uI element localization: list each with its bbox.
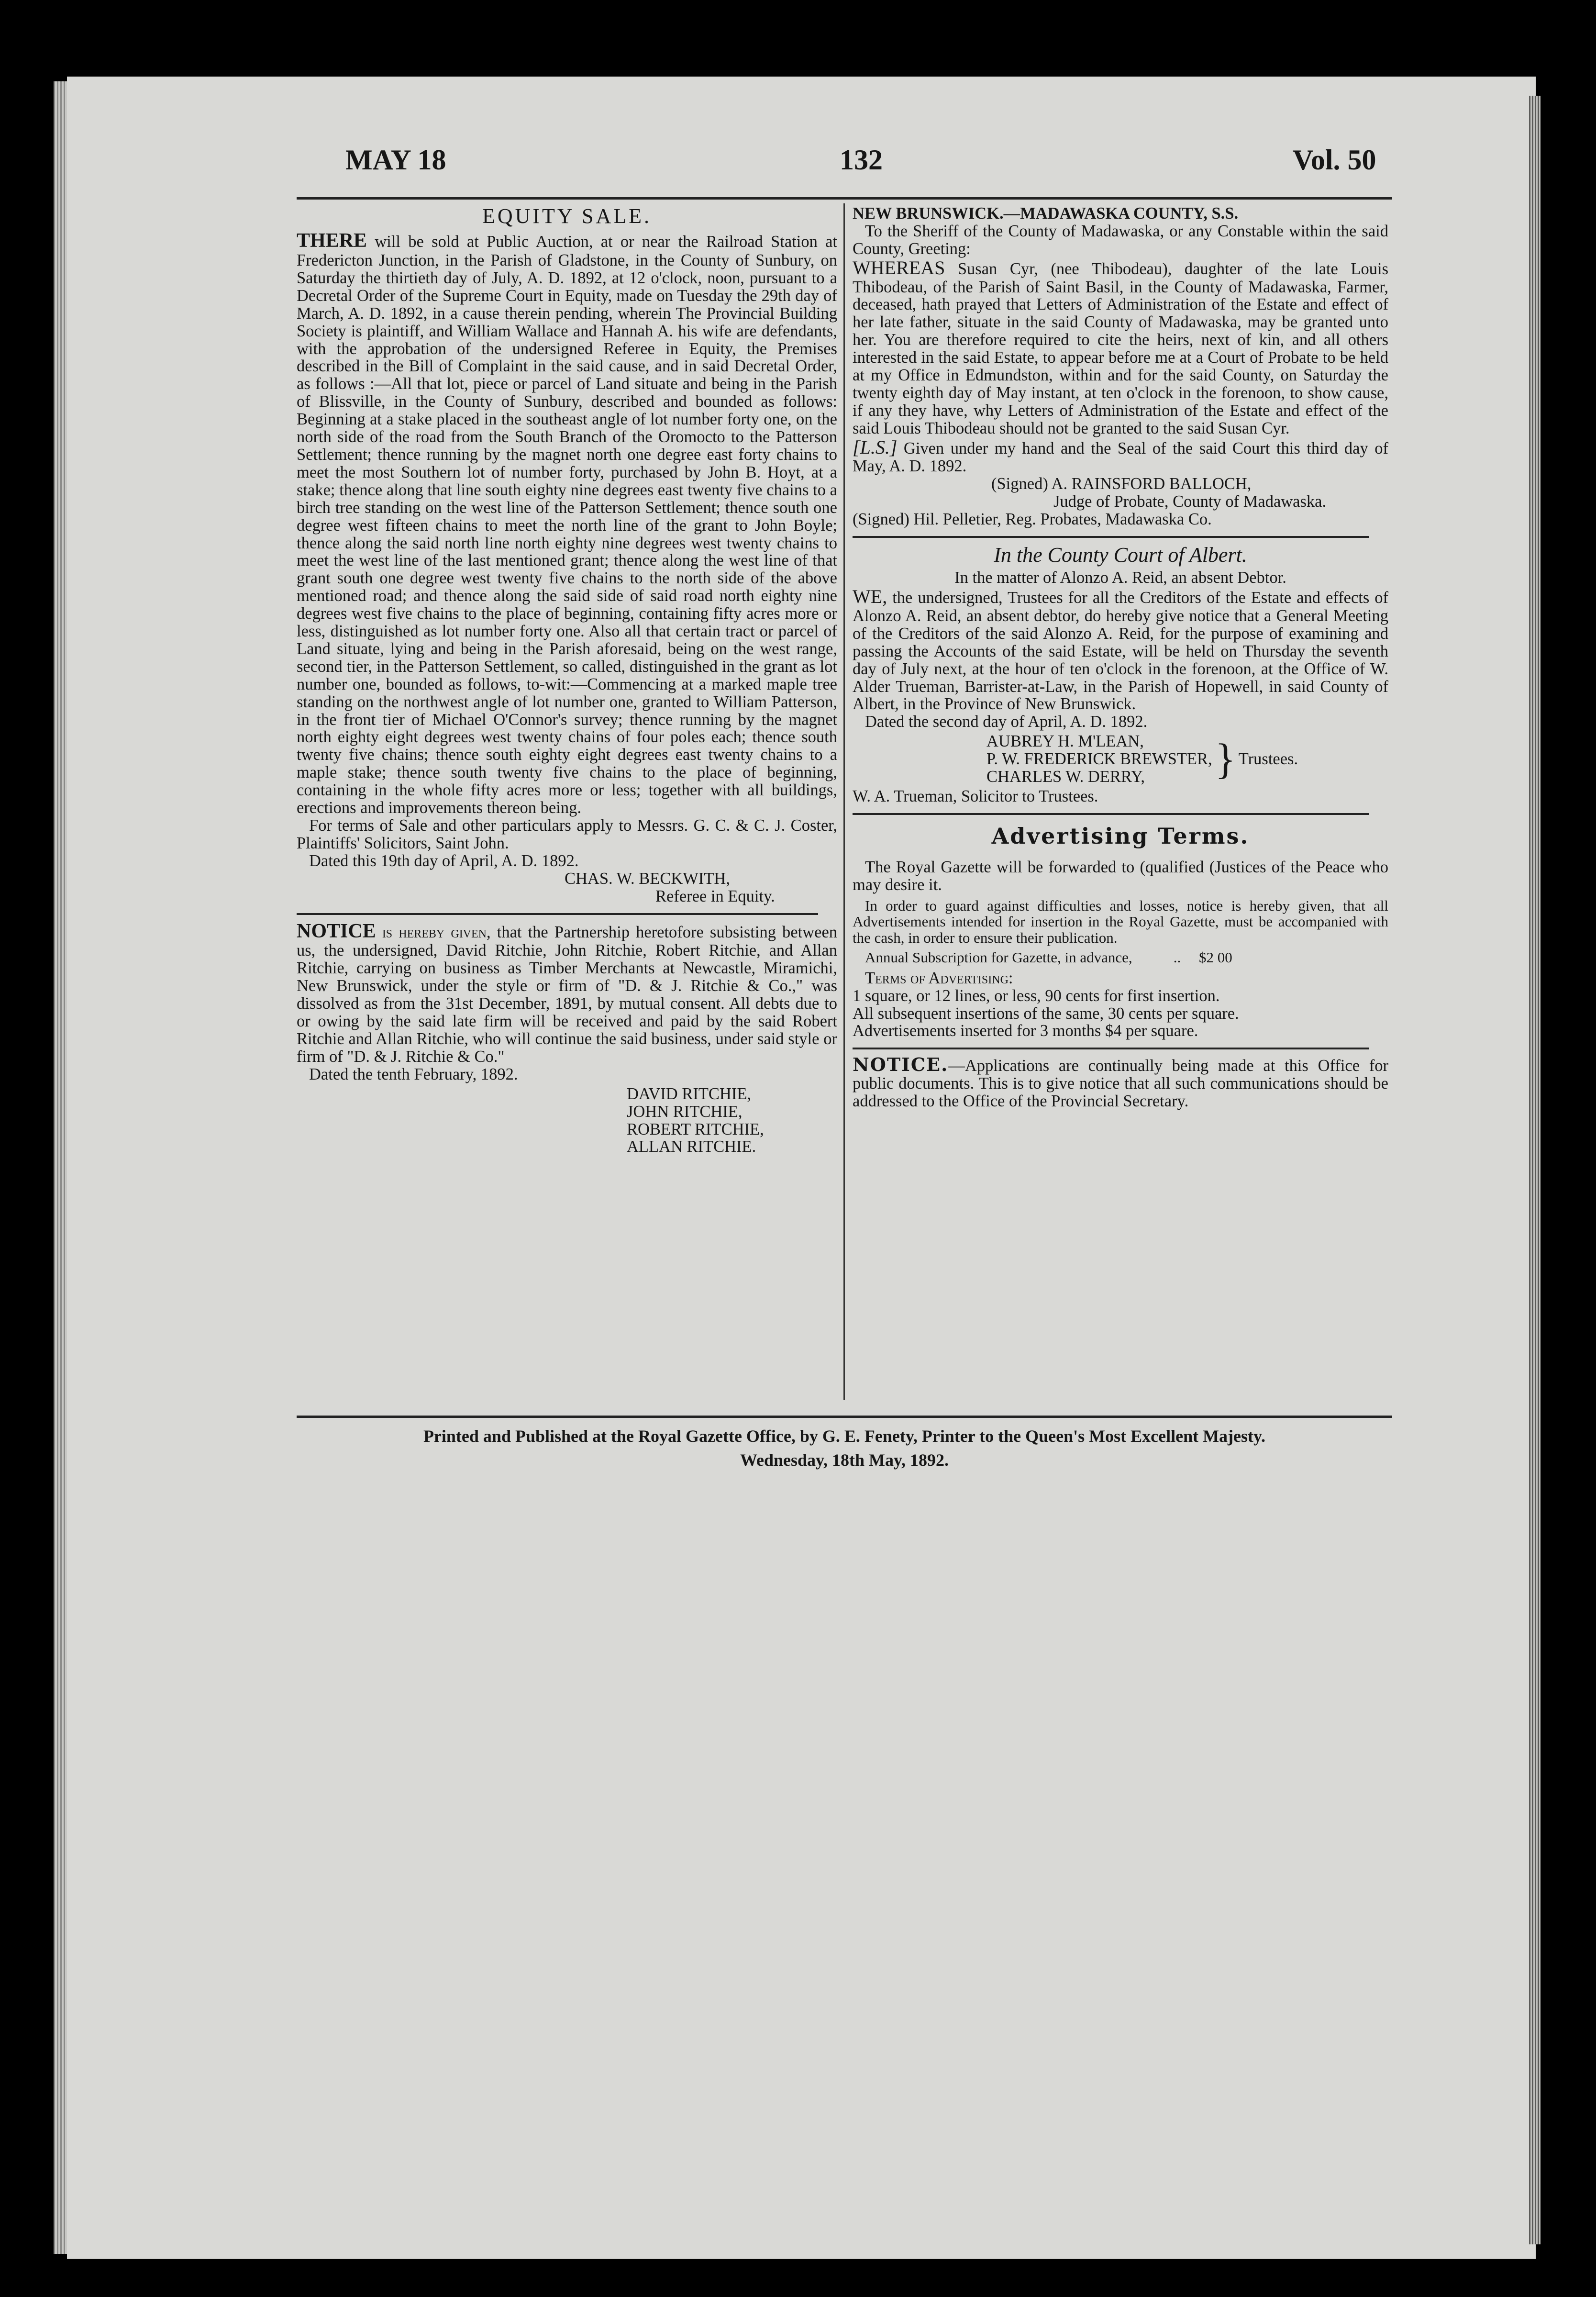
trustee-name: P. W. FREDERICK BREWSTER, <box>986 750 1212 769</box>
subscription-dots: .. <box>1173 949 1181 966</box>
partnership-notice-body <box>297 921 837 1066</box>
equity-sale-terms: For terms of Sale and other particulars apply to Messrs. G. C. & C. J. Coster, Plaintiffs' Solicitors, Saint John. <box>297 816 837 852</box>
equity-sale-title: EQUITY SALE. <box>482 204 652 228</box>
partnership-notice-lead: NOTICE <box>297 920 376 942</box>
probate-registrar: (Signed) Hil. Pelletier, Reg. Probates, Madawaska Co. <box>853 510 1212 529</box>
probate-text: Susan Cyr, (nee Thibodeau), daughter of the late Louis Thibodeau, of the Parish of Saint Basil, in the County of Madawaska, Farmer, deceased, hath prayed that Letters of Administration of the Estate and effect of her late father, situate in the said County of Madawaska, may be granted unto her. You are therefore required to cite the heirs, next of kin, and all others interested in the said Estate, to appear before me at a Court of Probate to be held at my Office in Edmundston, within and for the said County, on Saturday the twenty eighth day of May instant, at ten o'clock in the forenoon, to show cause, if any they have, why Letters of Administration of the Estate and effect of the said Louis Thibodeau should not be granted to the said Susan Cyr. <box>853 259 1388 437</box>
trustee-name: CHARLES W. DERRY, <box>986 768 1145 786</box>
left-column <box>297 205 837 1156</box>
footer-rule <box>297 1416 1392 1418</box>
probate-signer-title: Judge of Probate, County of Madawaska. <box>1053 492 1327 511</box>
footer-imprint: Printed and Published at the Royal Gazette Office, by G. E. Fenety, Printer to the Queen's Most Excellent Majesty. <box>423 1427 1266 1446</box>
probate-signer: (Signed) A. RAINSFORD BALLOCH, <box>991 475 1252 493</box>
advertising-intro: The Royal Gazette will be forwarded to (qualified (Justices of the Peace who may desire it. <box>853 858 1388 894</box>
trustees-block <box>986 733 1388 786</box>
albert-court-solicitor: W. A. Trueman, Solicitor to Trustees. <box>853 787 1098 805</box>
probate-given <box>853 437 1388 476</box>
albert-court-dated: Dated the second day of April, A. D. 1892. <box>865 713 1148 731</box>
signer-name: ROBERT RITCHIE, <box>627 1120 764 1138</box>
probate-seal: [L.S.] <box>853 436 898 458</box>
header-date: MAY 18 <box>345 144 446 176</box>
signer-name: DAVID RITCHIE, <box>627 1084 752 1103</box>
applications-notice-text: —Applications are continually being made at this Office for public documents. This is to give notice that all such communications should be addressed to the Office of the Provincial Secretary. <box>853 1057 1388 1111</box>
term-line: Advertisements inserted for 3 months $4 per square. <box>853 1022 1198 1040</box>
probate-given-text: Given under my hand and the Seal of the said Court this third day of May, A. D. 1892. <box>853 439 1388 476</box>
subscription-price: $2 00 <box>1198 949 1232 966</box>
brace-glyph: } <box>1215 735 1236 783</box>
equity-sale-text: will be sold at Public Auction, at or near the Railroad Station at Fredericton Junction, in the Parish of Gladstone, in the County of Sunbury, on Saturday the thirtieth day of July, A. D. 1892, at 12 o'clock, noon, pursuant to a Decretal Order of the Supreme Court in Equity, made on Tuesday the 29th day of March, A. D. 1892, in a cause therein pending, wherein The Provincial Building Society is plaintiff, and William Wallace and Hannah A. his wife are defendants, with the approbation of the undersigned Referee in Equity, the Premises described in the Bill of Complaint in the said cause, and in said Decretal Order, as follows :—All that lot, piece or parcel of Land situate and being in the Parish of Blissville, in the County of Sunbury, described and bounded as follows: Beginning at a stake placed in the southeast angle of lot number forty one, on the north side of the road from the South Branch of the Oromocto to the Patterson Settlement; thence running by the magnet north one degree east forty chains to meet the most Southern lot of number forty, purchased by John B. Hoyt, at a stake; thence along that line south eighty nine degrees east twenty five chains to a birch tree standing on the west line of the Patterson Settlement; thence south one degree west fifteen chains to meet the north line of the grant to John Boyle; thence along the said north line north eighty nine degrees west twenty chains to meet the west line of the last mentioned grant; thence along the west line of that grant south one degree west twenty five chains to the north side of the above mentioned road; and thence along the said side of said road north eighty nine degrees west five chains to the place of beginning, containing fifty acres more or less, distinguished as lot number forty one. Also all that certain tract or parcel of Land situate, lying and being in the Parish aforesaid, being on the west range, second tier, in the Patterson Settlement, so called, distinguished in the grant as lot number one, bounded as follows, to-wit:—Commencing at a marked maple tree standing on the northwest angle of lot number one, granted to William Patterson, in the front tier of Michael O'Connor's survey; thence running by the magnet north eighty eight degrees west twenty chains of four poles each; thence south twenty five chains; thence south eighty eight degrees east twenty chains to a maple stake; thence south twenty five chains to the place of beginning, containing in the whole fifty acres more or less; together with all buildings, erections and improvements thereon being. <box>297 233 838 817</box>
column-divider <box>843 203 845 1400</box>
right-separator-2 <box>853 813 1369 815</box>
albert-court-lead: WE, <box>853 586 887 608</box>
partnership-notice-dated: Dated the tenth February, 1892. <box>309 1065 518 1083</box>
subscription-label: Annual Subscription for Gazette, in advance, <box>865 949 1132 966</box>
left-separator <box>297 913 818 915</box>
equity-sale-body <box>297 230 837 817</box>
term-line: All subsequent insertions of the same, 30 cents per square. <box>853 1004 1239 1023</box>
trustee-names <box>986 733 1212 786</box>
trustee-name: AUBREY H. M'LEAN, <box>986 732 1144 751</box>
signer-name: JOHN RITCHIE, <box>627 1102 743 1121</box>
right-column <box>853 205 1388 1110</box>
footer-date: Wednesday, 18th May, 1892. <box>740 1450 949 1470</box>
term-line: 1 square, or 12 lines, or less, 90 cents for first insertion. <box>853 986 1220 1005</box>
albert-court-text: the undersigned, Trustees for all the Creditors of the Estate and effects of Alonzo A. Reid, an absent debtor, do hereby give notice that a General Meeting of the Creditors of the said Alonzo A. Reid, for the purpose of examining and passing the Accounts of the said Estate, will be held on Thursday the seventh day of July next, at the hour of ten o'clock in the forenoon, at the Office of W. Alder Trueman, Barrister-at-Law, in the Parish of Hopewell, in said County of Albert, in the Province of New Brunswick. <box>853 589 1389 714</box>
terms-heading: Terms of Advertising: <box>865 969 1013 987</box>
applications-notice-lead: NOTICE. <box>853 1054 949 1076</box>
albert-court-title: In the County Court of Albert. <box>994 543 1247 567</box>
equity-sale-signer: CHAS. W. BECKWITH, <box>565 869 730 888</box>
equity-sale-signer-title: Referee in Equity. <box>655 887 775 905</box>
equity-sale-lead: THERE <box>297 230 367 252</box>
header-volume: Vol. 50 <box>1293 144 1376 176</box>
partnership-signers <box>297 1085 837 1156</box>
right-separator-1 <box>853 536 1369 538</box>
subscription-line <box>853 949 1388 965</box>
applications-notice <box>853 1055 1388 1110</box>
probate-lead: WHEREAS <box>853 256 945 279</box>
albert-court-matter: In the matter of Alonzo A. Reid, an absent Debtor. <box>954 569 1286 587</box>
header-page-number: 132 <box>840 144 883 176</box>
footer <box>297 1424 1392 1472</box>
probate-heading: NEW BRUNSWICK.—MADAWASKA COUNTY, S.S. <box>853 204 1239 223</box>
partnership-notice-text: that the Partnership heretofore subsisting between us, the undersigned, David Ritchie, John Ritchie, Robert Ritchie, and Allan Ritchie, carrying on business as Timber Merchants at Newcastle, Miramichi, New Brunswick, under the style or firm of "D. & J. Ritchie & Co.," was dissolved as from the 31st December, 1891, by mutual consent. All debts due to or owing by the said late firm will be received and paid by the said Robert Ritchie and Allan Ritchie, who will continue the said business, under said style or firm of "D. & J. Ritchie & Co." <box>297 923 838 1066</box>
equity-sale-dated: Dated this 19th day of April, A. D. 1892. <box>309 851 579 870</box>
signer-name: ALLAN RITCHIE. <box>627 1137 756 1156</box>
page-edge-right <box>1529 96 1541 2244</box>
partnership-notice-lead2: is hereby given, <box>382 923 491 941</box>
trustees-label: Trustees. <box>1238 750 1298 769</box>
probate-address: To the Sheriff of the County of Madawaska, or any Constable within the said County, Greeting: <box>853 222 1388 258</box>
advertising-title: Advertising Terms. <box>991 823 1250 849</box>
right-separator-3 <box>853 1048 1369 1049</box>
advertising-caution: In order to guard against difficulties and losses, notice is hereby given, that all Advertisements intended for insertion in the Royal Gazette, must be accompanied with the cash, in order to ensure their publication. <box>853 897 1388 946</box>
header-rule <box>297 197 1392 200</box>
probate-body <box>853 258 1388 437</box>
albert-court-body <box>853 587 1388 713</box>
